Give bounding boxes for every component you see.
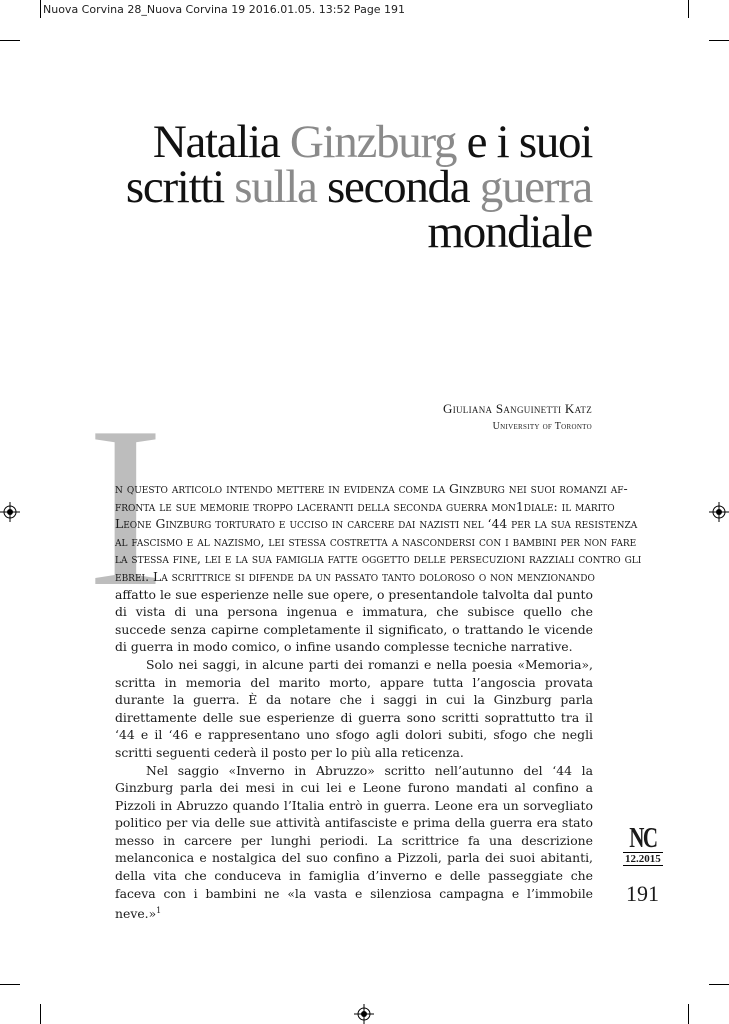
- journal-logo: NC: [629, 823, 657, 854]
- intro-line: ebrei. La scrittrice si difende da un passato tanto doloroso o non menzionando: [115, 568, 595, 584]
- intro-line: fronta le sue memorie troppo laceranti della seconda guerra mon1diale: il marito: [115, 498, 615, 514]
- crop-mark: [40, 1004, 41, 1024]
- crop-mark: [0, 40, 20, 41]
- crop-mark: [688, 1004, 689, 1024]
- article-body: [115, 480, 642, 923]
- author-name: Giuliana Sanguinetti Katz: [443, 401, 592, 416]
- registration-mark-icon: [354, 1004, 374, 1024]
- intro-line: la stessa fine, lei e la sua famiglia fatte oggetto delle persecuzioni razziali contro gli: [115, 551, 642, 567]
- crop-mark: [688, 0, 689, 18]
- registration-mark-icon: [709, 502, 729, 522]
- intro-line: n questo articolo intendo mettere in evidenza come la Ginzburg nei suoi romanzi af-: [115, 481, 628, 496]
- author-affiliation: University of Toronto: [492, 421, 592, 432]
- journal-badge: [623, 823, 663, 866]
- registration-mark-icon: [0, 502, 20, 522]
- paragraph: Nel saggio «Inverno in Abruzzo» scritto nell’autunno del ‘44 la Ginzburg parla dei mesi in cui lei e Leone furono mandati al confino a Pizzoli in Abruzzo quando l’Italia entrò in guerra. Leone era un sorvegliato politico per via delle sue attività antifasciste e prima della guerra era stato messo in carcere per lunghi periodi. La scrittrice fa una descrizione melanconica e nostalgica del suo confino a Pizzoli, parla dei suoi abitanti, della vita che conduceva in famiglia d’inverno e delle passeggiate che faceva con i bambini ne «la vasta e silenziosa campagna e l’immobile neve.»$^1$: [115, 762, 593, 922]
- footnote-ref[interactable]: 1: [156, 906, 162, 916]
- article-title: Natalia Ginzburg e i suoi scritti sulla seconda guerra mondiale: [125, 116, 592, 258]
- crop-mark: [0, 984, 20, 985]
- page-number: 191: [626, 881, 659, 906]
- intro-line: Leone Ginzburg torturato e ucciso in carcere dai nazisti nel ‘44 per la sua resistenza: [115, 516, 638, 532]
- drop-cap: I: [87, 379, 164, 634]
- paragraph: Solo nei saggi, in alcune parti dei romanzi e nella poesia «Memoria», scritta in memoria del marito morto, appare tutta l’angoscia provata durante la guerra. È da notare che i saggi in cui la Ginzburg parla direttamente delle sue esperienze di guerra sono scritti soprattutto tra il ‘44 e il ‘46 e rappresentano uno sfogo agli dolori subiti, sfogo che negli scritti seguenti cederà il posto per lo più alla reticenza.: [115, 656, 593, 760]
- print-slug: Nuova Corvina 28_Nuova Corvina 19 2016.01.05. 13:52 Page 191: [43, 3, 406, 16]
- intro-line: al fascismo e al nazismo, lei stessa costretta a nascondersi con i bambini per non fare: [115, 533, 637, 549]
- crop-mark: [40, 0, 41, 18]
- journal-issue: 12.2015: [625, 853, 661, 865]
- crop-mark: [709, 984, 729, 985]
- crop-mark: [709, 40, 729, 41]
- paragraph: affatto le sue esperienze nelle sue opere, o presentandole talvolta dal punto di vista di una persona ingenua e immatura, che subisce quello che succede senza capirne completamente il significato, o trattando le vicende di guerra in modo comico, o infine usando complesse tecniche narrative.: [115, 586, 593, 655]
